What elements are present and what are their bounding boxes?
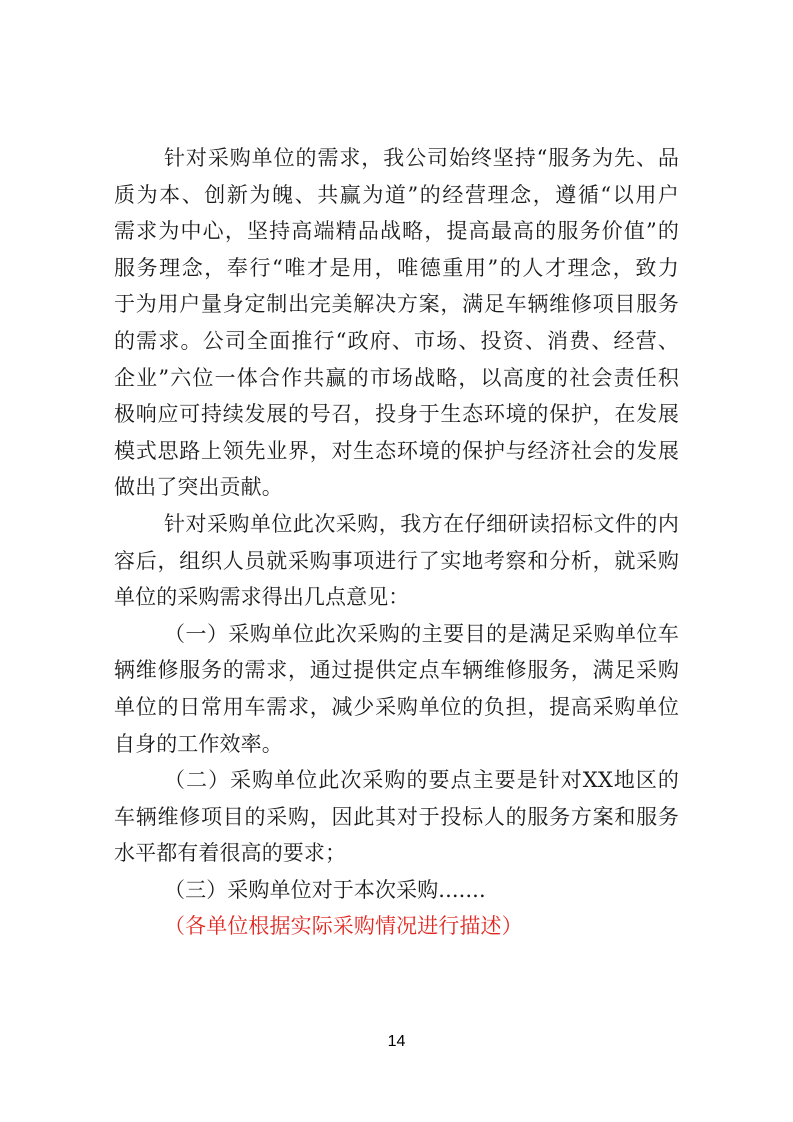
list-item-line: 单位的日常用车需求，减少采购单位的负担，提高采购单位 [114,694,679,719]
paragraph-line: 企业”六位一体合作共赢的市场战略，以高度的社会责任积 [114,365,679,390]
paragraph-line: 的需求。公司全面推行“政府、市场、投资、消费、经营、 [114,328,679,353]
list-item-line: （一）采购单位此次采购的主要目的是满足采购单位车 [164,621,679,646]
list-item-line: 辆维修服务的需求，通过提供定点车辆维修服务，满足采购 [114,658,679,683]
paragraph-line: 极响应可持续发展的号召，投身于生态环境的保护，在发展 [114,402,679,427]
paragraph-line: 模式思路上领先业界，对生态环境的保护与经济社会的发展 [114,438,679,463]
list-item-line: 车辆维修项目的采购，因此其对于投标人的服务方案和服务 [114,804,679,829]
paragraph-line: 容后，组织人员就采购事项进行了实地考察和分析，就采购 [114,548,679,573]
list-item-line: 自身的工作效率。 [114,731,283,756]
paragraph-line: 于为用户量身定制出完美解决方案，满足车辆维修项目服务 [114,292,679,317]
instruction-note: （各单位根据实际采购情况进行描述） [164,914,523,939]
paragraph-line: 针对采购单位此次采购，我方在仔细研读招标文件的内 [164,511,679,536]
paragraph-line: 做出了突出贡献。 [114,475,283,500]
paragraph-line: 需求为中心，坚持高端精品战略，提高最高的服务价值”的 [114,219,679,244]
page-number: 14 [387,1033,406,1050]
body-text [114,140,679,945]
list-item-line: （三）采购单位对于本次采购....... [164,877,486,902]
list-item-line: （二）采购单位此次采购的要点主要是针对XX地区的 [164,768,679,793]
paragraph-line: 质为本、创新为魄、共赢为道”的经营理念，遵循“以用户 [114,182,679,207]
paragraph-line: 针对采购单位的需求，我公司始终坚持“服务为先、品 [164,146,679,170]
paragraph-line: 单位的采购需求得出几点意见： [114,585,410,610]
list-item-line: 水平都有着很高的要求； [114,841,347,866]
paragraph-line: 服务理念，奉行“唯才是用，唯德重用”的人才理念，致力 [114,255,679,280]
